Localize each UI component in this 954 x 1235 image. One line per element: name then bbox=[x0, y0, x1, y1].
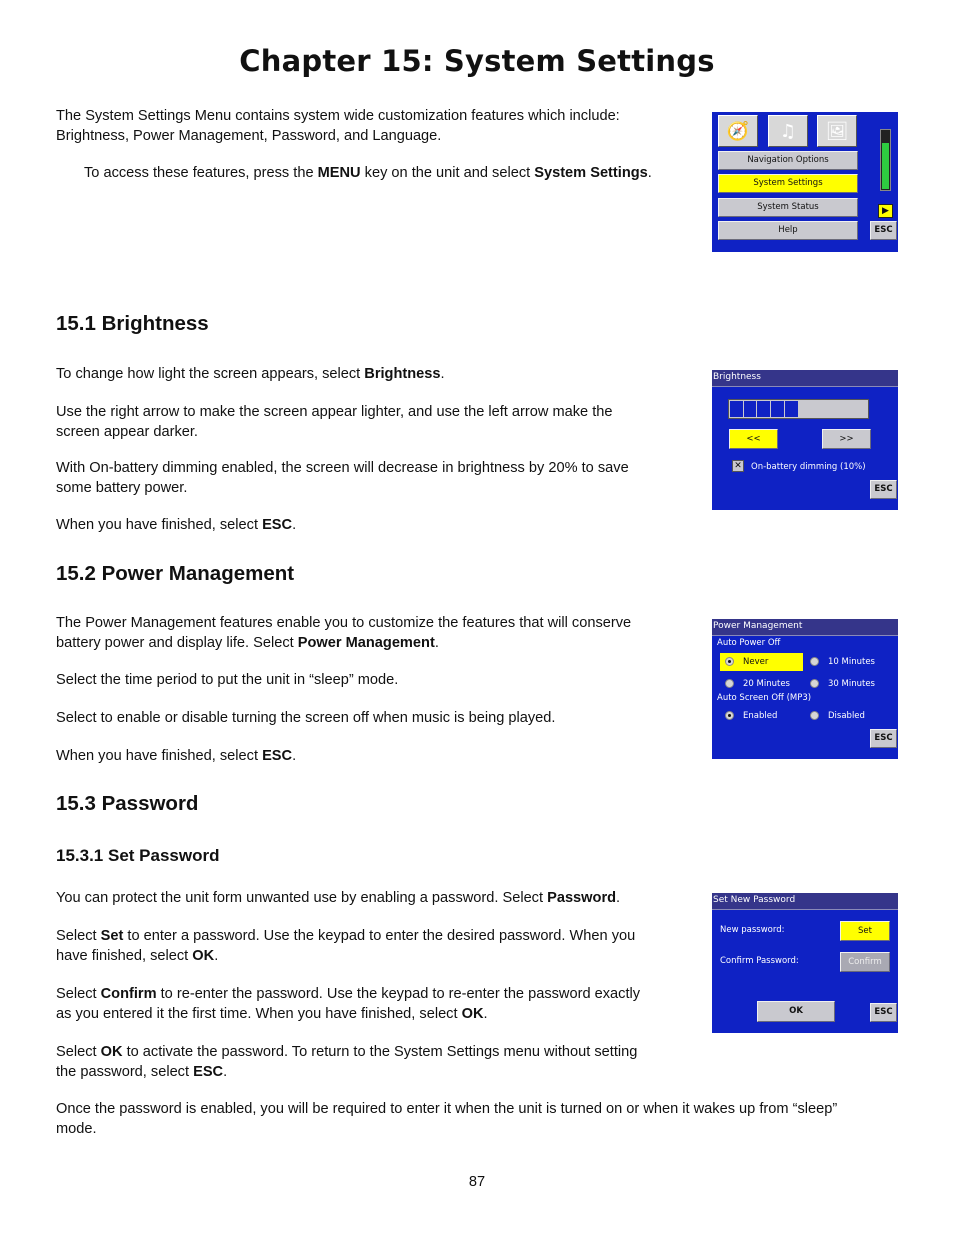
screen-title: Brightness bbox=[712, 370, 898, 387]
compass-icon[interactable]: 🧭 bbox=[718, 115, 758, 147]
bold-term: Password bbox=[547, 890, 617, 906]
power-management-screen bbox=[712, 619, 898, 759]
brightness-segment bbox=[785, 401, 798, 417]
text: . bbox=[483, 1005, 488, 1022]
power-paragraph-3: Select to enable or disable turning the screen off when music is being played. bbox=[56, 710, 556, 726]
bold-term: OK bbox=[461, 1005, 484, 1022]
brightness-segment bbox=[853, 401, 866, 417]
menu-key-text: MENU bbox=[317, 165, 361, 181]
power-plug-icon: ▶ bbox=[878, 204, 893, 218]
bold-term: OK bbox=[100, 1044, 123, 1060]
confirm-password-label: Confirm Password: bbox=[720, 956, 799, 966]
text: as you entered it the first time. When you have finished, select bbox=[56, 1005, 462, 1022]
password-paragraph-5 bbox=[56, 1100, 837, 1139]
ok-button[interactable]: OK bbox=[757, 1001, 835, 1022]
intro-paragraph bbox=[56, 107, 620, 146]
system-settings-text: System Settings bbox=[534, 165, 648, 181]
power-paragraph-2: Select the time period to put the unit in “sleep” mode. bbox=[56, 672, 399, 688]
brightness-segment bbox=[799, 401, 812, 417]
system-settings-button[interactable]: System Settings bbox=[718, 174, 858, 193]
lighter-button[interactable]: >> bbox=[822, 429, 871, 449]
text: battery power and display life. Select bbox=[56, 634, 298, 651]
darker-button[interactable]: << bbox=[729, 429, 778, 449]
power-management-heading: 15.2 Power Management bbox=[56, 562, 295, 585]
text: . bbox=[292, 517, 297, 533]
brightness-segment bbox=[757, 401, 770, 417]
intro-line-2: Brightness, Power Management, Password, and Language. bbox=[56, 127, 442, 144]
esc-button[interactable]: ESC bbox=[870, 480, 897, 499]
help-button[interactable]: Help bbox=[718, 221, 858, 240]
text: Once the password is enabled, you will be required to enter it when the unit is turned on or when it wakes up from “sleep” bbox=[56, 1101, 838, 1117]
twenty-minutes-label: 20 Minutes bbox=[743, 679, 790, 689]
text: The Power Management features enable you to customize the features that will conserve bbox=[56, 615, 632, 631]
never-radio[interactable] bbox=[725, 657, 734, 666]
text: With On-battery dimming enabled, the screen will decrease in brightness by 20% to save bbox=[56, 460, 629, 476]
thirty-minutes-radio[interactable] bbox=[810, 679, 819, 688]
bold-term: ESC bbox=[262, 748, 293, 764]
text: have finished, select bbox=[56, 947, 193, 964]
text: Use the right arrow to make the screen appear lighter, and use the left arrow make the bbox=[56, 404, 613, 420]
text: . bbox=[647, 165, 652, 181]
text: To access these features, press the bbox=[84, 165, 318, 181]
page-number: 87 bbox=[468, 1174, 486, 1190]
text: some battery power. bbox=[56, 479, 188, 496]
set-button[interactable]: Set bbox=[840, 921, 890, 941]
system-menu-screen bbox=[712, 112, 898, 252]
disabled-label: Disabled bbox=[828, 711, 865, 721]
text: . bbox=[616, 890, 621, 906]
thirty-minutes-label: 30 Minutes bbox=[828, 679, 875, 689]
navigation-options-button[interactable]: Navigation Options bbox=[718, 151, 858, 170]
password-paragraph-4 bbox=[56, 1043, 637, 1082]
auto-screen-off-label: Auto Screen Off (MP3) bbox=[717, 693, 812, 703]
text: To change how light the screen appears, select bbox=[56, 366, 365, 382]
twenty-minutes-radio[interactable] bbox=[725, 679, 734, 688]
battery-fill bbox=[882, 143, 889, 189]
password-paragraph-3 bbox=[56, 985, 640, 1024]
text: to activate the password. To return to the System Settings menu without setting bbox=[122, 1044, 638, 1060]
bold-term: ESC bbox=[262, 517, 293, 533]
text: . bbox=[223, 1063, 228, 1080]
text: key on the unit and select bbox=[360, 165, 535, 181]
brightness-paragraph-1 bbox=[56, 365, 445, 385]
text: When you have finished, select bbox=[56, 748, 263, 764]
bold-term: Power Management bbox=[297, 634, 435, 651]
brightness-segment bbox=[840, 401, 853, 417]
power-paragraph-1 bbox=[56, 614, 631, 653]
dimming-label: On-battery dimming (10%) bbox=[751, 462, 866, 472]
ten-minutes-radio[interactable] bbox=[810, 657, 819, 666]
password-paragraph-2 bbox=[56, 927, 635, 966]
text: You can protect the unit form unwanted use by enabling a password. Select bbox=[56, 890, 548, 906]
text: When you have finished, select bbox=[56, 517, 263, 533]
text: . bbox=[434, 634, 439, 651]
brightness-paragraph-2 bbox=[56, 403, 612, 442]
system-status-button[interactable]: System Status bbox=[718, 198, 858, 217]
password-paragraph-1 bbox=[56, 889, 620, 909]
confirm-button[interactable]: Confirm bbox=[840, 952, 890, 972]
text: . bbox=[214, 947, 219, 964]
bold-term: Brightness bbox=[364, 366, 441, 382]
text: screen appear darker. bbox=[56, 423, 198, 440]
brightness-segment bbox=[730, 401, 743, 417]
esc-button[interactable]: ESC bbox=[870, 729, 897, 748]
bold-term: OK bbox=[192, 947, 215, 964]
brightness-screen bbox=[712, 370, 898, 510]
esc-button[interactable]: ESC bbox=[870, 1003, 897, 1022]
picture-icon[interactable]: 🖼 bbox=[817, 115, 857, 147]
set-password-screen bbox=[712, 893, 898, 1033]
text: to enter a password. Use the keypad to enter the desired password. When you bbox=[123, 928, 636, 944]
bold-term: ESC bbox=[193, 1063, 224, 1080]
brightness-segment bbox=[826, 401, 839, 417]
new-password-label: New password: bbox=[720, 925, 785, 935]
text: Select bbox=[56, 1044, 101, 1060]
text: Select bbox=[56, 986, 101, 1002]
text: . bbox=[292, 748, 297, 764]
brightness-paragraph-4 bbox=[56, 516, 296, 536]
brightness-heading: 15.1 Brightness bbox=[56, 312, 209, 335]
set-password-subheading: 15.3.1 Set Password bbox=[56, 846, 220, 865]
brightness-segment bbox=[744, 401, 757, 417]
music-icon[interactable]: ♫ bbox=[768, 115, 808, 147]
chapter-title: Chapter 15: System Settings bbox=[239, 44, 715, 78]
dimming-checkbox[interactable]: ✕ bbox=[732, 460, 744, 472]
screen-title: Set New Password bbox=[712, 893, 898, 910]
bold-term: Set bbox=[100, 928, 124, 944]
intro-access-paragraph bbox=[84, 164, 652, 184]
esc-button[interactable]: ESC bbox=[870, 221, 897, 240]
text: Select bbox=[56, 928, 101, 944]
auto-power-off-label: Auto Power Off bbox=[717, 638, 781, 648]
disabled-radio[interactable] bbox=[810, 711, 819, 720]
bold-term: Confirm bbox=[100, 986, 157, 1002]
brightness-level-bar[interactable] bbox=[728, 399, 869, 419]
enabled-label: Enabled bbox=[743, 711, 778, 721]
screen-title: Power Management bbox=[712, 619, 898, 636]
text: the password, select bbox=[56, 1063, 194, 1080]
text: . bbox=[440, 366, 445, 382]
brightness-paragraph-3 bbox=[56, 459, 629, 498]
brightness-segment bbox=[812, 401, 825, 417]
power-paragraph-4 bbox=[56, 747, 296, 767]
never-label: Never bbox=[743, 657, 769, 667]
text: to re-enter the password. Use the keypad to re-enter the password exactly bbox=[156, 986, 641, 1002]
password-heading: 15.3 Password bbox=[56, 792, 199, 815]
text: mode. bbox=[56, 1120, 97, 1137]
battery-icon bbox=[880, 129, 891, 191]
ten-minutes-label: 10 Minutes bbox=[828, 657, 875, 667]
brightness-segment bbox=[771, 401, 784, 417]
intro-line-1: The System Settings Menu contains system wide customization features which include: bbox=[56, 108, 620, 124]
enabled-radio[interactable] bbox=[725, 711, 734, 720]
